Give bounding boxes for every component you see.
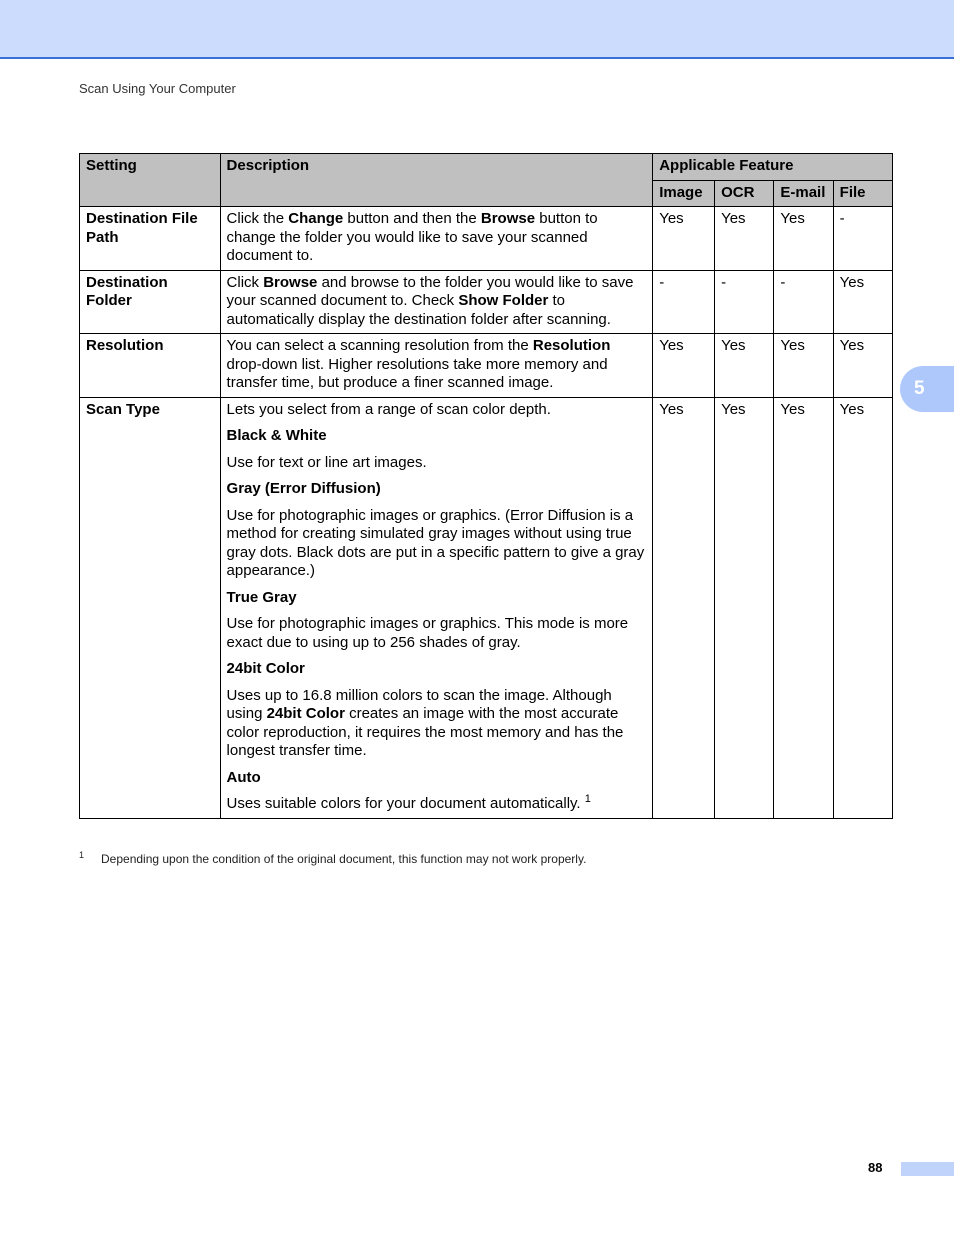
black-white-title: Black & White bbox=[226, 427, 327, 444]
footnote bbox=[79, 852, 586, 866]
running-header: Scan Using Your Computer bbox=[79, 81, 236, 96]
settings-table bbox=[79, 153, 893, 819]
desc-text: to automatically display the destination folder after scanning. bbox=[226, 292, 611, 328]
value-email: - bbox=[774, 270, 833, 334]
footnote-mark: 1 bbox=[79, 850, 85, 860]
value-image: Yes bbox=[653, 207, 715, 271]
desc-text: creates an image with the most accurate color reproduction, it requires the most memory and has the longest transfer time. bbox=[226, 705, 624, 759]
true-gray-title: True Gray bbox=[226, 588, 297, 606]
description-cell bbox=[220, 270, 653, 334]
setting-cell: Destination File Path bbox=[80, 207, 221, 271]
header-image: Image bbox=[653, 180, 715, 207]
header-applicable-feature: Applicable Feature bbox=[653, 154, 893, 181]
value-ocr: Yes bbox=[715, 334, 774, 398]
value-image: Yes bbox=[653, 397, 715, 818]
table-row bbox=[80, 270, 893, 334]
scan-type-intro: Lets you select from a range of scan color depth. bbox=[226, 400, 551, 418]
desc-text: Click the bbox=[226, 210, 289, 227]
gray-error-diffusion-text: Use for photographic images or graphics. (Error Diffusion is a method for creating simulated gray images without using true gray dots. Black dots are put in a specific pattern to give a gray appearance.) bbox=[226, 506, 645, 579]
gray-error-diffusion-title: Gray (Error Diffusion) bbox=[226, 480, 381, 497]
value-file: Yes bbox=[833, 270, 892, 334]
header-ocr: OCR bbox=[715, 180, 774, 207]
header-email: E-mail bbox=[774, 180, 833, 207]
page-number: 88 bbox=[868, 1160, 883, 1175]
desc-ui-term: Resolution bbox=[532, 337, 611, 354]
desc-ui-term: Change bbox=[288, 210, 344, 227]
desc-text: Click bbox=[226, 273, 264, 291]
value-image: - bbox=[653, 270, 715, 334]
desc-ui-term: Browse bbox=[480, 210, 536, 227]
auto-text bbox=[227, 795, 647, 814]
chapter-tab: 5 bbox=[900, 366, 954, 412]
value-email: Yes bbox=[774, 334, 833, 398]
value-email: Yes bbox=[774, 397, 833, 818]
desc-text: Uses suitable colors for your document automatically. bbox=[226, 795, 581, 812]
desc-ui-term: 24bit Color bbox=[266, 705, 345, 722]
desc-ui-term: Show Folder bbox=[458, 292, 549, 309]
header-setting: Setting bbox=[80, 154, 221, 207]
page-number-bar bbox=[901, 1162, 954, 1176]
desc-text: drop-down list. Higher resolutions take more memory and transfer time, but produce a finer scanned image. bbox=[226, 355, 608, 391]
desc-text: and browse to the folder you would like to save your scanned document to. Check bbox=[226, 273, 634, 309]
header-band bbox=[0, 0, 954, 59]
value-email: Yes bbox=[774, 207, 833, 271]
black-white-text: Use for text or line art images. bbox=[226, 453, 427, 471]
description-cell bbox=[220, 207, 653, 271]
footnote-text: Depending upon the condition of the original document, this function may not work properly. bbox=[101, 852, 587, 866]
color-24bit-text bbox=[227, 687, 647, 761]
description-cell bbox=[220, 397, 653, 818]
desc-ui-term: Browse bbox=[263, 273, 318, 291]
desc-text: button and then the bbox=[343, 210, 481, 227]
description-cell bbox=[220, 334, 653, 398]
auto-title: Auto bbox=[226, 768, 261, 786]
desc-text: button to change the folder you would like to save your scanned document to. bbox=[226, 210, 598, 264]
header-description: Description bbox=[220, 154, 653, 207]
setting-cell: Destination Folder bbox=[80, 270, 221, 334]
value-ocr: Yes bbox=[715, 397, 774, 818]
value-image: Yes bbox=[653, 334, 715, 398]
desc-text: You can select a scanning resolution from the bbox=[226, 337, 533, 354]
value-file: Yes bbox=[833, 397, 892, 818]
setting-cell: Scan Type bbox=[80, 397, 221, 818]
value-ocr: Yes bbox=[715, 207, 774, 271]
desc-text: Uses up to 16.8 million colors to scan the image. Although using bbox=[226, 686, 612, 722]
header-file: File bbox=[833, 180, 892, 207]
setting-cell: Resolution bbox=[80, 334, 221, 398]
table-row bbox=[80, 397, 893, 818]
table-row bbox=[80, 207, 893, 271]
value-file: Yes bbox=[833, 334, 892, 398]
footnote-reference: 1 bbox=[584, 793, 591, 805]
true-gray-text: Use for photographic images or graphics. This mode is more exact due to using up to 256 shades of gray. bbox=[226, 615, 629, 651]
table-row bbox=[80, 334, 893, 398]
value-ocr: - bbox=[715, 270, 774, 334]
value-file: - bbox=[833, 207, 892, 271]
color-24bit-title: 24bit Color bbox=[226, 660, 305, 677]
